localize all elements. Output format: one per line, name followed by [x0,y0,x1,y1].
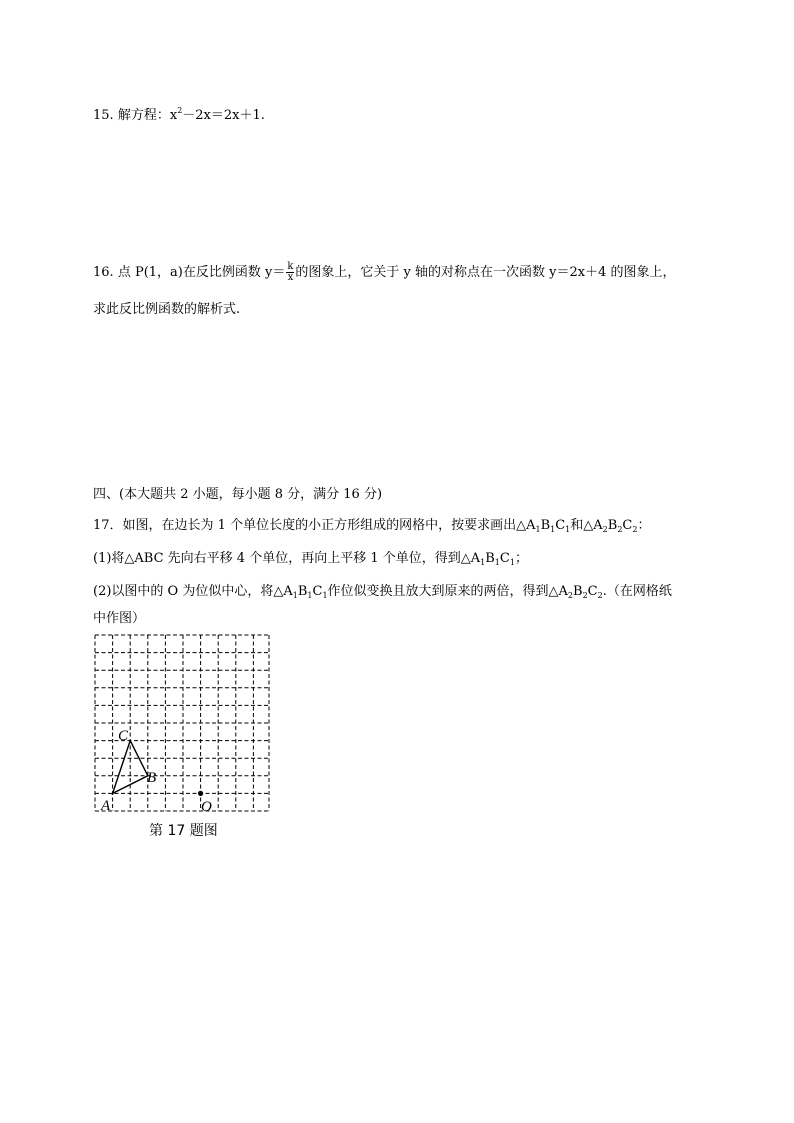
sub-2: 2 [632,525,638,534]
label-c: C [118,728,129,744]
q17-part-1 [93,549,528,573]
letter-b: B [607,518,618,533]
q17-intro-text-c: ： [637,518,651,533]
sub-1: 1 [509,558,515,567]
label-a: A [101,798,111,814]
sub-1: 1 [322,591,328,600]
label-o: O [201,799,212,815]
letter-c: C [312,584,323,599]
sub-1: 1 [307,591,313,600]
q17-intro [93,516,650,540]
sub-1: 1 [565,525,571,534]
q17-grid-figure [92,633,272,815]
q15-eq-b: －2x＝2x＋1. [182,108,265,123]
question-15 [93,101,265,126]
q17-part-2 [93,582,672,606]
q17-part2-text-a: (2)以图中的 O 为位似中心，将△A [93,584,293,599]
letter-b: B [573,584,583,599]
sub-1: 1 [292,591,298,600]
letter-c: C [555,518,566,533]
letter-b: B [297,584,308,599]
q16-line-2: 求此反比例函数的解析式. [93,302,241,317]
letter-c: C [622,518,633,533]
q16-number: 16. [93,265,114,280]
letter-c: C [587,584,598,599]
sub-1: 1 [494,558,500,567]
sub-2: 2 [597,591,603,600]
q16-text-b: 的图象上，它关于 y 轴的对称点在一次函数 y＝2x＋4 的图象上， [295,265,676,280]
figure-caption: 第 17 题图 [149,823,218,839]
sub-1: 1 [535,525,541,534]
sub-2: 2 [617,525,623,534]
q15-eq-a: x [169,108,178,123]
point-o [198,791,203,796]
q15-label: 解方程： [117,108,170,123]
grid-lines [95,635,269,811]
letter-b: B [485,551,495,566]
q17-part1-text-a: (1)将△ABC 先向右平移 4 个单位，再向上平移 1 个单位，得到△A [93,551,481,566]
q16-frac-denominator: x [287,272,294,283]
sub-1: 1 [480,558,486,567]
q15-exponent: 2 [177,106,183,115]
sub-2: 2 [567,591,574,600]
sub-2: 2 [602,525,608,534]
q15-number: 15. [93,108,114,123]
q17-part2-text-b: 作位似变换且放大到原来的两倍，得到△A [327,584,568,599]
q16-fraction [286,262,294,283]
letter-c: C [499,551,510,566]
q17-intro-text-a: 17．如图，在边长为 1 个单位长度的小正方形组成的网格中，按要求画出△A [93,518,536,533]
sub-2: 2 [582,591,588,600]
sub-1: 1 [550,525,556,534]
q17-part1-text-b: ； [514,551,528,566]
q17-part-2-line-2: 中作图） [93,611,146,626]
label-b: B [147,770,157,786]
q16-text-a: 点 P(1，a)在反比例函数 y＝ [117,265,286,280]
letter-b: B [540,518,551,533]
q16-frac-numerator: k [287,261,294,272]
section-4-heading: 四、(本大题共 2 小题，每小题 8 分，满分 16 分) [93,487,383,502]
q17-part2-text-c: .（在网格纸 [602,584,672,599]
q17-intro-text-b: 和△A [570,518,603,533]
question-16 [93,262,676,283]
